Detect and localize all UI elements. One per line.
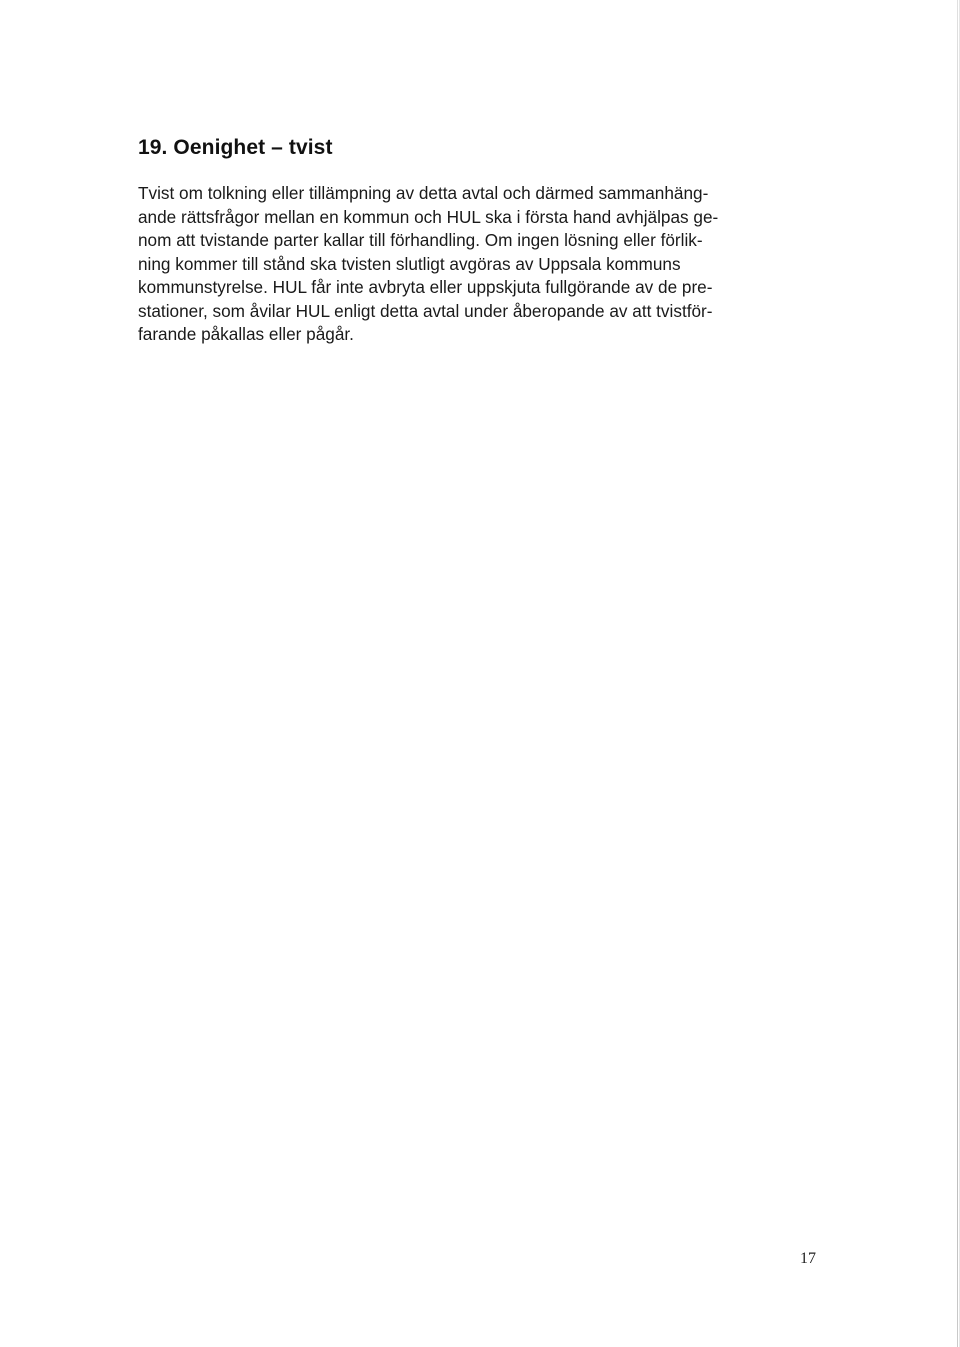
body-line: nom att tvistande parter kallar till förhandling. Om ingen lösning eller förlik- [138,230,703,250]
body-line: Tvist om tolkning eller tillämpning av detta avtal och därmed sammanhäng- [138,183,709,203]
scan-edge-line [957,0,958,1347]
section-body [138,182,818,347]
body-line: ande rättsfrågor mellan en kommun och HUL ska i första hand avhjälpas ge- [138,206,719,227]
body-line: stationer, som åvilar HUL enligt detta avtal under åberopande av att tvistför- [138,300,713,321]
body-line: kommunstyrelse. HUL får inte avbryta eller uppskjuta fullgörande av de pre- [138,277,713,297]
body-line: ning kommer till stånd ska tvisten slutligt avgöras av Uppsala kommuns [138,253,681,274]
section-heading: 19. Oenighet – tvist [138,136,333,159]
body-line: farande påkallas eller pågår. [138,324,354,344]
page-number: 17 [800,1250,816,1267]
